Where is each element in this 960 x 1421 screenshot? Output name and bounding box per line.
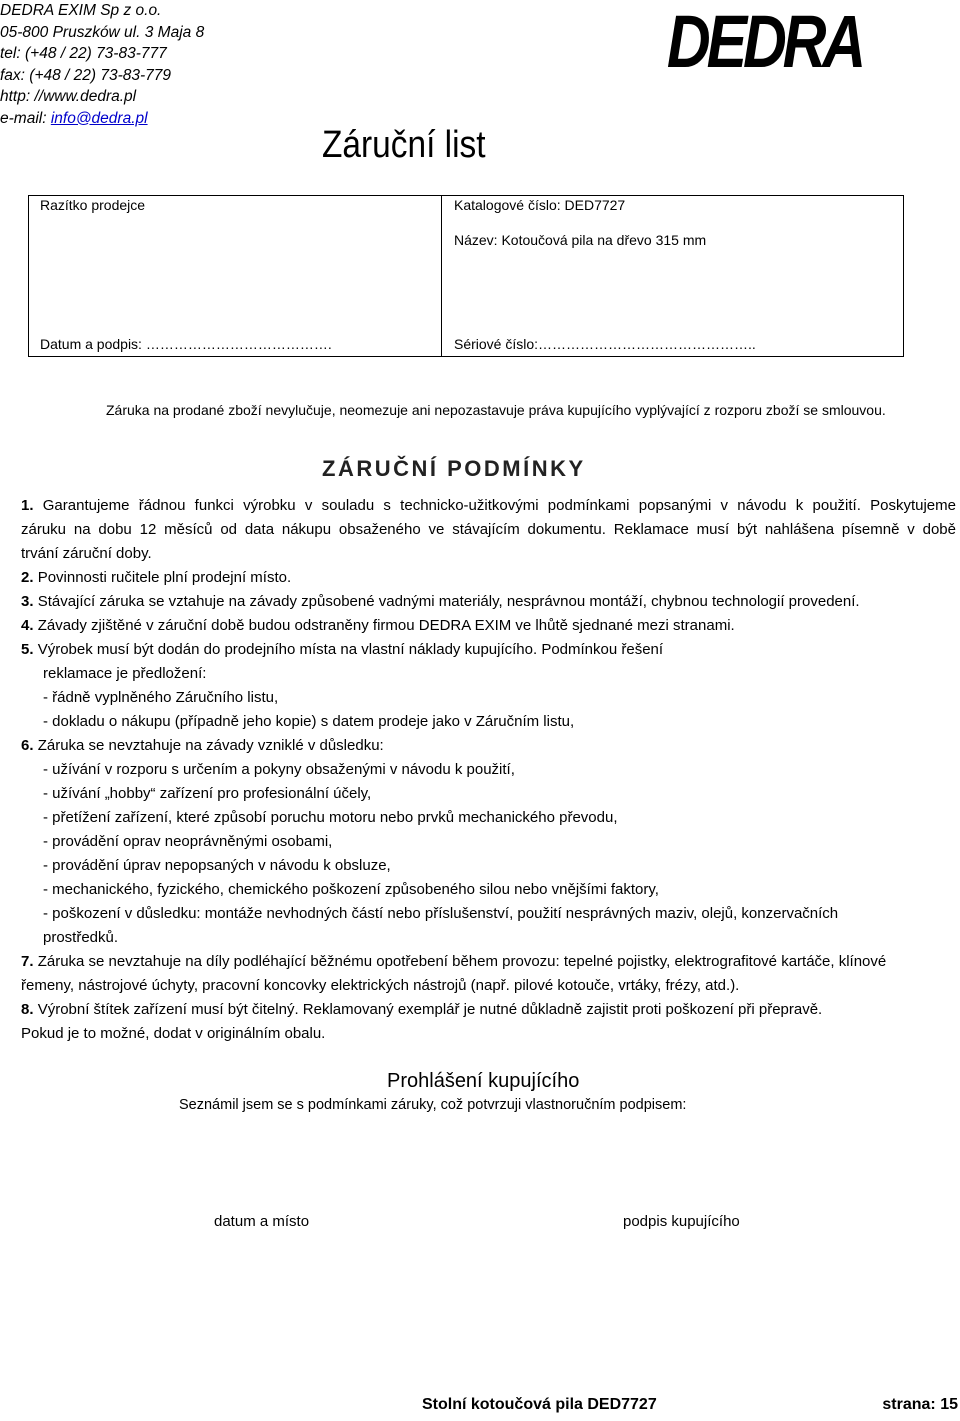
company-info	[0, 0, 204, 129]
condition-6-item-e: - provádění úprav nepopsaných v návodu k obsluze,	[43, 857, 391, 874]
buyer-declaration-text: Seznámil jsem se s podmínkami záruky, což potvrzuji vlastnoručním podpisem:	[179, 1097, 687, 1113]
conditions-list	[21, 494, 956, 1046]
condition-text: Garantujeme řádnou funkci výrobku v souladu s technicko-užitkovými podmínkami popsanými v návodu k použití. Poskytujeme	[42, 497, 956, 514]
seller-stamp-label: Razítko prodejce	[40, 197, 146, 213]
condition-5-line-2: reklamace je předložení:	[43, 665, 207, 682]
footer-product: Stolní kotoučová pila DED7727	[422, 1396, 657, 1413]
page-number: strana: 15	[882, 1396, 958, 1413]
company-tel: tel: (+48 / 22) 73-83-777	[0, 45, 167, 62]
condition-3	[21, 590, 956, 614]
company-web: http: //www.dedra.pl	[0, 88, 137, 105]
condition-4	[21, 614, 956, 638]
condition-number: 1.	[21, 497, 34, 514]
condition-text: Stávající záruka se vztahuje na závady způsobené vadnými materiály, nesprávnou montáží, chybnou technologií provedení.	[37, 593, 860, 610]
buyer-signature-label: podpis kupujícího	[623, 1213, 740, 1230]
warranty-info-box	[28, 195, 904, 357]
catalog-number: Katalogové číslo: DED7727	[454, 197, 626, 213]
condition-text: Povinnosti ručitele plní prodejní místo.	[37, 569, 292, 586]
email-label: e-mail:	[0, 109, 51, 127]
company-name: DEDRA EXIM Sp z o.o.	[0, 2, 162, 19]
company-email-row	[0, 108, 204, 130]
company-fax: fax: (+48 / 22) 73-83-779	[0, 66, 172, 84]
condition-1-line-2: záruku na dobu 12 měsíců od data nákupu obsaženého ve stávajícím dokumentu. Reklamace musí být nahlášena písemně v době	[21, 521, 956, 538]
condition-6-item-c: - přetížení zařízení, které způsobí poruchu motoru nebo prvků mechanického převodu,	[43, 809, 618, 826]
condition-number: 7.	[21, 953, 34, 970]
dedra-logo: DEDRA	[666, 0, 862, 83]
condition-1-line-1	[21, 494, 956, 518]
condition-text: Výrobní štítek zařízení musí být čitelný. Reklamovaný exemplář je nutné důkladně zajistit proti poškození při přepravě.	[37, 1001, 823, 1018]
condition-1-line-3: trvání záruční doby.	[21, 545, 152, 562]
product-name: Název: Kotoučová pila na dřevo 315 mm	[454, 232, 707, 248]
condition-number: 6.	[21, 737, 34, 754]
condition-6-item-g: - poškození v důsledku: montáže nevhodných částí nebo příslušenství, použití nesprávných maziv, olejů, konzervačních	[43, 905, 839, 922]
condition-6	[21, 734, 956, 758]
condition-5-item-a: - řádně vyplněného Záručního listu,	[43, 689, 279, 706]
condition-7	[21, 950, 956, 974]
page-title: Záruční list	[322, 124, 486, 166]
conditions-heading: ZÁRUČNÍ PODMÍNKY	[322, 456, 586, 481]
condition-8	[21, 998, 956, 1022]
email-link[interactable]: info@dedra.pl	[50, 109, 148, 127]
page-footer	[0, 1396, 960, 1420]
buyer-declaration-title: Prohlášení kupujícího	[387, 1070, 580, 1092]
condition-7-line-2: řemeny, nástrojové úchyty, pracovní koncovky elektrických nástrojů (např. pilové kotouče, vrtáky, frézy, atd.).	[21, 977, 740, 994]
condition-2	[21, 566, 956, 590]
condition-text: Záruka se nevztahuje na díly podléhající běžnému opotřebení během provozu: tepelné pojistky, elektrografitové kartáče, klínové	[37, 953, 887, 970]
condition-6-item-f: - mechanického, fyzického, chemického poškození způsobeného silou nebo vnějšími faktory,	[43, 881, 659, 898]
condition-number: 3.	[21, 593, 34, 610]
condition-number: 8.	[21, 1001, 34, 1018]
condition-5	[21, 638, 956, 662]
condition-number: 2.	[21, 569, 34, 586]
condition-number: 4.	[21, 617, 34, 634]
box-divider	[441, 196, 442, 356]
company-address: 05-800 Pruszków ul. 3 Maja 8	[0, 23, 205, 41]
condition-text: Záruka se nevztahuje na závady vzniklé v důsledku:	[37, 737, 384, 754]
date-signature-field: Datum a podpis: ………………………………….	[40, 336, 332, 352]
condition-6-item-g-cont: prostředků.	[43, 929, 119, 946]
condition-text: Výrobek musí být dodán do prodejního místa na vlastní náklady kupujícího. Podmínkou řešení	[37, 641, 664, 658]
condition-6-item-d: - provádění oprav neoprávněnými osobami,	[43, 833, 333, 850]
legal-note: Záruka na prodané zboží nevylučuje, neomezuje ani nepozastavuje práva kupujícího vyplývající z rozporu zboží se smlouvou.	[106, 402, 886, 418]
condition-8-line-2: Pokud je to možné, dodat v originálním obalu.	[21, 1025, 326, 1042]
date-place-label: datum a místo	[214, 1213, 310, 1230]
condition-5-item-b: - dokladu o nákupu (případně jeho kopie) s datem prodeje jako v Záručním listu,	[43, 713, 575, 730]
condition-text: Závady zjištěné v záruční době budou odstraněny firmou DEDRA EXIM ve lhůtě sjednané mezi stranami.	[37, 617, 735, 634]
condition-6-item-b: - užívání „hobby“ zařízení pro profesionální účely,	[43, 785, 372, 802]
condition-number: 5.	[21, 641, 34, 658]
condition-6-item-a: - užívání v rozporu s určením a pokyny obsaženými v návodu k použití,	[43, 761, 515, 778]
serial-number-field: Sériové číslo:………………………………………..	[454, 336, 756, 352]
